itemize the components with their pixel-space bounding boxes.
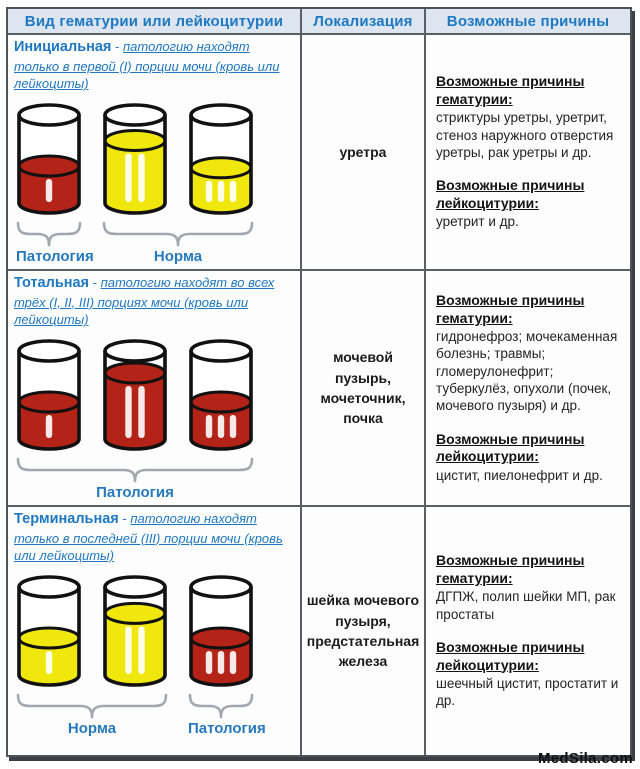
hematuria-causes-heading: Возможные причины гематурии: — [436, 292, 585, 326]
type-description: патологию находят только в первой (I) порции мочи (кровь или лейкоциты) — [14, 39, 280, 92]
header-localization-column — [302, 9, 426, 35]
row-initial-type-cell — [8, 35, 302, 271]
hematuria-causes-block — [436, 73, 622, 161]
cup-group-label: Патология — [16, 247, 94, 265]
braces-row — [16, 457, 254, 507]
urine-portions-diagram — [16, 339, 254, 507]
header-localization-label: Локализация — [313, 12, 413, 30]
leukocyturia-causes-body: уретрит и др. — [436, 214, 519, 230]
urine-cup-I — [16, 575, 82, 689]
brace-group — [16, 221, 94, 265]
urine-cup-II — [102, 339, 168, 453]
leukocyturia-causes-body: шеечный цистит, простатит и др. — [436, 676, 619, 709]
hematuria-causes-body: ДГПЖ, полип шейки МП, рак простаты — [436, 589, 616, 622]
brace-group — [102, 221, 254, 265]
row-initial-localization-cell — [302, 35, 426, 271]
type-line — [14, 274, 294, 329]
type-line — [14, 38, 294, 93]
cups-row — [16, 339, 254, 453]
type-term: Тотальная — [14, 275, 90, 291]
leukocyturia-causes-body: цистит, пиелонефрит и др. — [436, 467, 603, 483]
hematuria-causes-body: стриктуры уретры, уретрит, стеноз наружного отверстия уретры, рак уретры и др. — [436, 110, 614, 160]
brace-icon — [16, 693, 168, 719]
row-terminal-causes-cell — [426, 507, 630, 755]
hematuria-causes-heading: Возможные причины гематурии: — [436, 552, 585, 586]
leukocyturia-causes-block — [436, 639, 622, 710]
type-description: патологию находят во всех трёх (I, II, III) порциях мочи (кровь или лейкоциты) — [14, 275, 275, 328]
header-causes-column — [426, 9, 630, 35]
dash: - — [122, 511, 127, 526]
brace-group — [16, 457, 254, 501]
header-type-column — [8, 9, 302, 35]
leukocyturia-causes-heading: Возможные причины лейкоцитурии: — [436, 639, 585, 673]
urine-cup-III — [188, 339, 254, 453]
row-terminal-localization-cell — [302, 507, 426, 755]
row-total-type-cell — [8, 271, 302, 507]
urine-cup-II — [102, 575, 168, 689]
row-terminal-type-cell — [8, 507, 302, 755]
localization-text: уретра — [339, 143, 387, 160]
dash: - — [92, 275, 97, 290]
brace-group — [188, 693, 266, 737]
urine-cup-I — [16, 339, 82, 453]
brace-group — [16, 693, 168, 737]
row-initial-causes-cell — [426, 35, 630, 271]
type-line — [14, 510, 294, 565]
hematuria-causes-block — [436, 292, 622, 414]
cup-group-label: Норма — [153, 247, 203, 265]
cups-row — [16, 103, 254, 217]
leukocyturia-causes-heading: Возможные причины лейкоцитурии: — [436, 177, 585, 211]
urine-cup-II — [102, 103, 168, 217]
cups-row — [16, 575, 254, 689]
type-term: Инициальная — [14, 39, 112, 55]
hematuria-causes-heading: Возможные причины гематурии: — [436, 73, 585, 107]
header-causes-label: Возможные причины — [446, 12, 610, 30]
type-description: патологию находят только в последней (III) порции мочи (кровь или лейкоциты) — [14, 511, 283, 564]
braces-row — [16, 221, 254, 271]
brace-icon — [16, 221, 82, 247]
urine-cup-III — [188, 575, 254, 689]
cup-group-label: Патология — [188, 719, 266, 737]
leukocyturia-causes-block — [436, 177, 622, 230]
row-total-localization-cell — [302, 271, 426, 507]
braces-row — [16, 693, 266, 745]
hematuria-causes-body: гидронефроз; мочекаменная болезнь; травмы; гломерулонефрит; туберкулёз, опухоли (почек, мочевого пузыря) и др. — [436, 329, 618, 414]
leukocyturia-causes-block — [436, 431, 622, 484]
dash: - — [115, 39, 120, 54]
hematuria-causes-block — [436, 552, 622, 623]
brace-icon — [16, 457, 254, 483]
cup-group-label: Норма — [67, 719, 117, 737]
cup-group-label: Патология — [96, 483, 174, 501]
urine-cup-III — [188, 103, 254, 217]
header-type-label: Вид гематурии или лейкоцитурии — [24, 12, 284, 30]
urine-cup-I — [16, 103, 82, 217]
row-total-causes-cell — [426, 271, 630, 507]
brace-icon — [188, 693, 254, 719]
hematuria-types-table — [6, 7, 632, 757]
urine-portions-diagram — [16, 575, 266, 745]
localization-text: мочевой пузырь, мочеточник, почка — [320, 349, 406, 427]
localization-text: шейка мочевого пузыря, предстательная железа — [306, 592, 420, 670]
leukocyturia-causes-heading: Возможные причины лейкоцитурии: — [436, 430, 585, 465]
medsila-watermark: MedSila.com — [538, 750, 633, 767]
brace-icon — [102, 221, 254, 247]
type-term: Терминальная — [14, 511, 119, 527]
urine-portions-diagram — [16, 103, 254, 271]
